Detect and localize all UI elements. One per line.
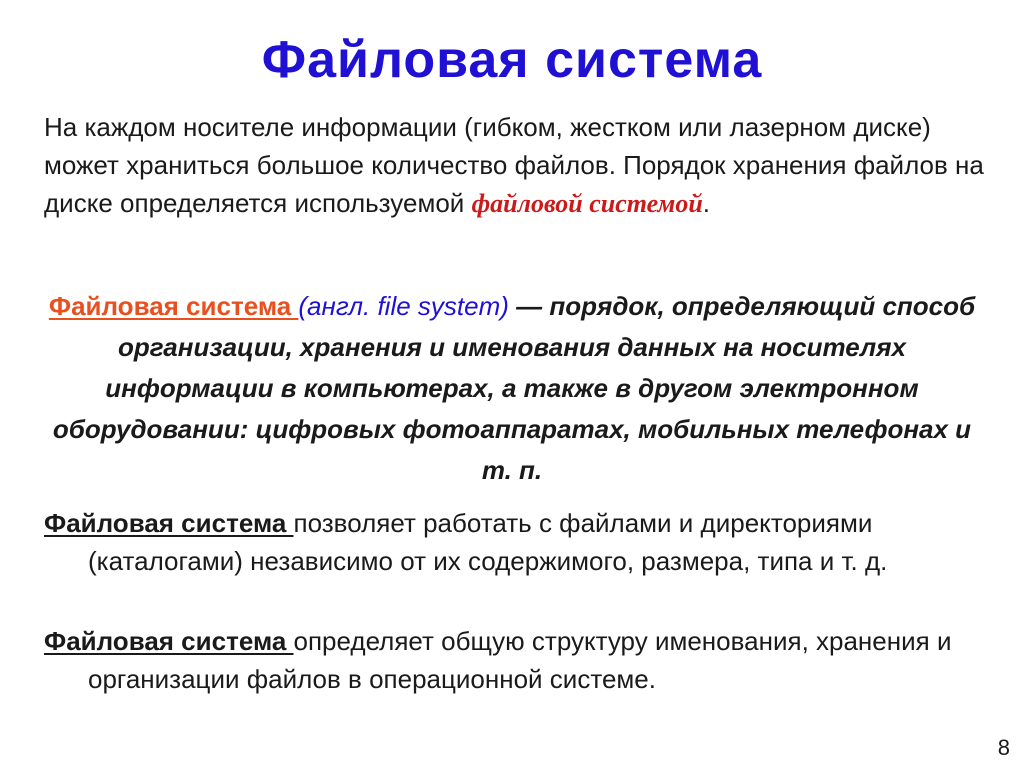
definition-body: — порядок, определяющий способ организации, хранения и именования данных на носителях информации в компьютерах, а также в другом электронном оборудовании: цифровых фотоаппаратах, мобильных телефонах и т. п. bbox=[52, 291, 976, 485]
intro-text-before: На каждом носителе информации (гибком, жестком или лазерном диске) может храниться большое количество файлов. Порядок хранения файлов на диске определяется используемой bbox=[44, 112, 984, 218]
slide-title: Файловая система bbox=[261, 31, 763, 89]
page-number: 8 bbox=[997, 735, 1010, 760]
intro-paragraph bbox=[44, 108, 994, 223]
definition-english: (англ. file system) bbox=[298, 291, 509, 321]
definition-term: Файловая система bbox=[48, 291, 299, 321]
definition-paragraph bbox=[40, 286, 984, 491]
bullet-1-text: позволяет работать с файлами и директориями (каталогами) независимо от их содержимого, размера, типа и т. д. bbox=[88, 508, 888, 576]
bullet-1 bbox=[44, 504, 1024, 580]
bullet-2-lead: Файловая система bbox=[44, 626, 294, 656]
bullet-2 bbox=[44, 622, 1024, 698]
bullet-2-text: определяет общую структуру именования, хранения и организации файлов в операционной системе. bbox=[88, 626, 952, 694]
bullet-1-lead: Файловая система bbox=[44, 508, 294, 538]
intro-term: файловой системой bbox=[471, 189, 703, 218]
intro-text-after: . bbox=[702, 188, 711, 218]
